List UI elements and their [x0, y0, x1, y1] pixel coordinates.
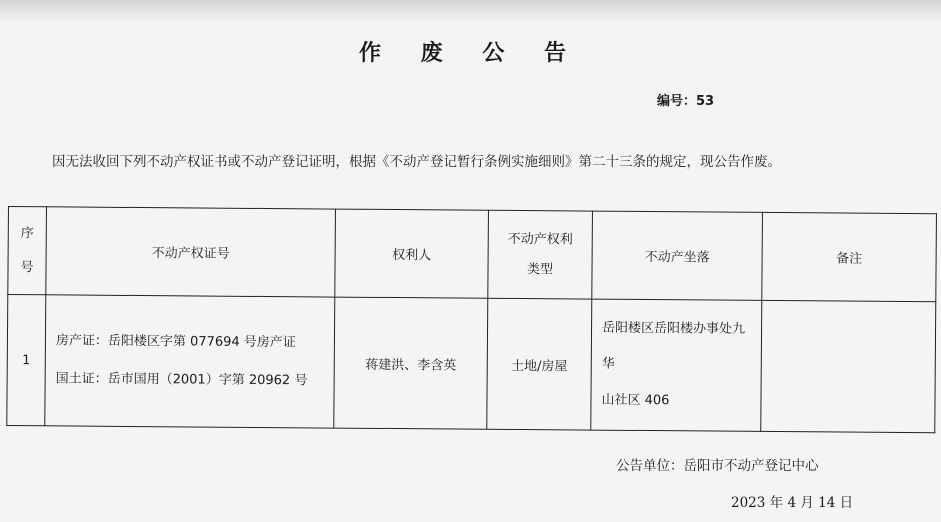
header-seq: 序 号	[8, 207, 47, 295]
issuing-unit: 公告单位：岳阳市不动产登记中心	[616, 458, 819, 474]
header-remark: 备注	[762, 212, 937, 301]
header-location: 不动产坐落	[592, 211, 763, 300]
table-row	[7, 295, 936, 433]
cell-remark	[761, 300, 936, 432]
header-right-type: 不动产权利 类型	[488, 210, 593, 299]
table-header-row	[8, 207, 937, 302]
cell-cert-no	[45, 295, 335, 428]
cell-right-type: 土地/房屋	[487, 298, 592, 430]
cell-seq: 1	[7, 295, 46, 426]
header-cert-no: 不动产权证号	[46, 207, 336, 297]
land-cert-line: 国土证：岳市国用（2001）字第 20962 号	[55, 371, 308, 389]
issue-date: 2023 年 4 月 14 日	[731, 495, 854, 511]
scan-edge-shadow	[0, 0, 941, 22]
cell-owner: 蒋建洪、李含英	[334, 297, 488, 429]
page-title: 作 废 公 告	[359, 41, 582, 66]
void-certificates-table	[6, 206, 937, 433]
cell-location: 岳阳楼区岳阳楼办事处九华 山社区 406	[591, 299, 762, 431]
header-owner: 权利人	[335, 209, 489, 298]
intro-paragraph: 因无法收回下列不动产权证书或不动产登记证明，根据《不动产登记暂行条例实施细则》第二十三条的规定，现公告作废。	[52, 154, 781, 170]
serial-number: 编号：53	[657, 94, 715, 109]
house-cert-line: 房产证：岳阳楼区字第 077694 号房产证	[55, 333, 296, 351]
